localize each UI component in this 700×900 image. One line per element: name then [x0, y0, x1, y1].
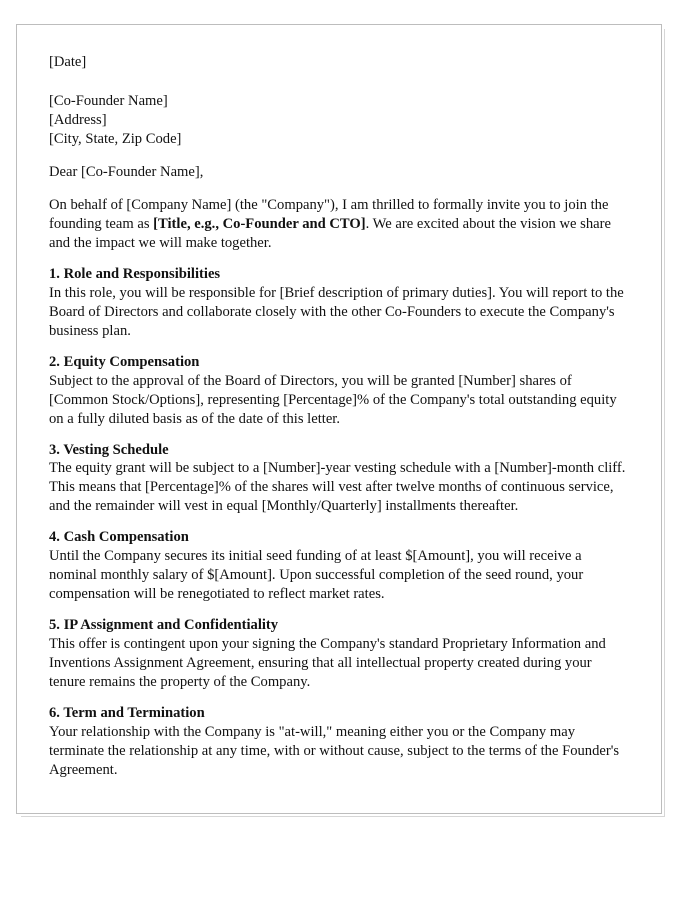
intro-part-one: On behalf of [Company Name] (the "Company"), I am thrilled to formally invite you to join the founding team as [49, 196, 609, 232]
section-body: The equity grant will be subject to a [Number]-year vesting schedule with a [Number]-month cliff. This means that [Percentage]% of the shares will vest after twelve months of continuous service, and the remainder will vest in equal [Monthly/Quarterly] installments thereafter. [49, 460, 626, 515]
section-body: Your relationship with the Company is "at-will," meaning either you or the Company may terminate the relationship at any time, with or without cause, subject to the terms of the Founder's Agreement. [49, 724, 620, 779]
intro-part-two: . We are excited about the vision we share and the impact we will make together. [49, 215, 611, 251]
section-ip-assignment-confidentiality [49, 616, 629, 692]
spacer [49, 182, 629, 196]
section-body: Subject to the approval of the Board of Directors, you will be granted [Number] shares of [Common Stock/Options], representing [Percentage]% of the Company's total outstanding equity on a fully diluted basis as of the date of this letter. [49, 372, 617, 427]
recipient-address: [Address] [49, 111, 107, 128]
section-heading: 6. Term and Termination [49, 705, 205, 722]
section-equity-compensation [49, 353, 629, 429]
section-body: Until the Company secures its initial seed funding of at least $[Amount], you will receive a nominal monthly salary of $[Amount]. Upon successful completion of the seed round, your compensation will be renegotiated to reflect market rates. [49, 548, 584, 603]
date-placeholder: [Date] [49, 54, 87, 70]
section-heading: 5. IP Assignment and Confidentiality [49, 617, 279, 634]
section-heading: 2. Equity Compensation [49, 353, 200, 370]
section-body: This offer is contingent upon your signing the Company's standard Proprietary Information and Inventions Assignment Agreement, ensuring that all intellectual property created during your tenure remains the property of the Company. [49, 636, 606, 691]
recipient-name: [Co-Founder Name] [49, 92, 168, 109]
intro-paragraph [49, 196, 629, 253]
section-heading: 3. Vesting Schedule [49, 441, 169, 458]
spacer [49, 149, 629, 163]
section-heading: 4. Cash Compensation [49, 529, 189, 546]
section-term-termination [49, 704, 629, 780]
section-cash-compensation [49, 528, 629, 604]
letter-sheet [16, 24, 662, 814]
recipient-city-state-zip: [City, State, Zip Code] [49, 130, 182, 147]
section-role-responsibilities [49, 265, 629, 341]
section-heading: 1. Role and Responsibilities [49, 265, 221, 282]
section-vesting-schedule [49, 441, 629, 517]
salutation: Dear [Co-Founder Name], [49, 163, 204, 180]
spacer [49, 72, 629, 92]
letter-body [49, 53, 629, 780]
section-body: In this role, you will be responsible for [Brief description of primary duties]. You will report to the Board of Directors and collaborate closely with the other Co-Founders to execute the Company's business plan. [49, 284, 624, 339]
intro-title: [Title, e.g., Co-Founder and CTO] [153, 215, 366, 232]
